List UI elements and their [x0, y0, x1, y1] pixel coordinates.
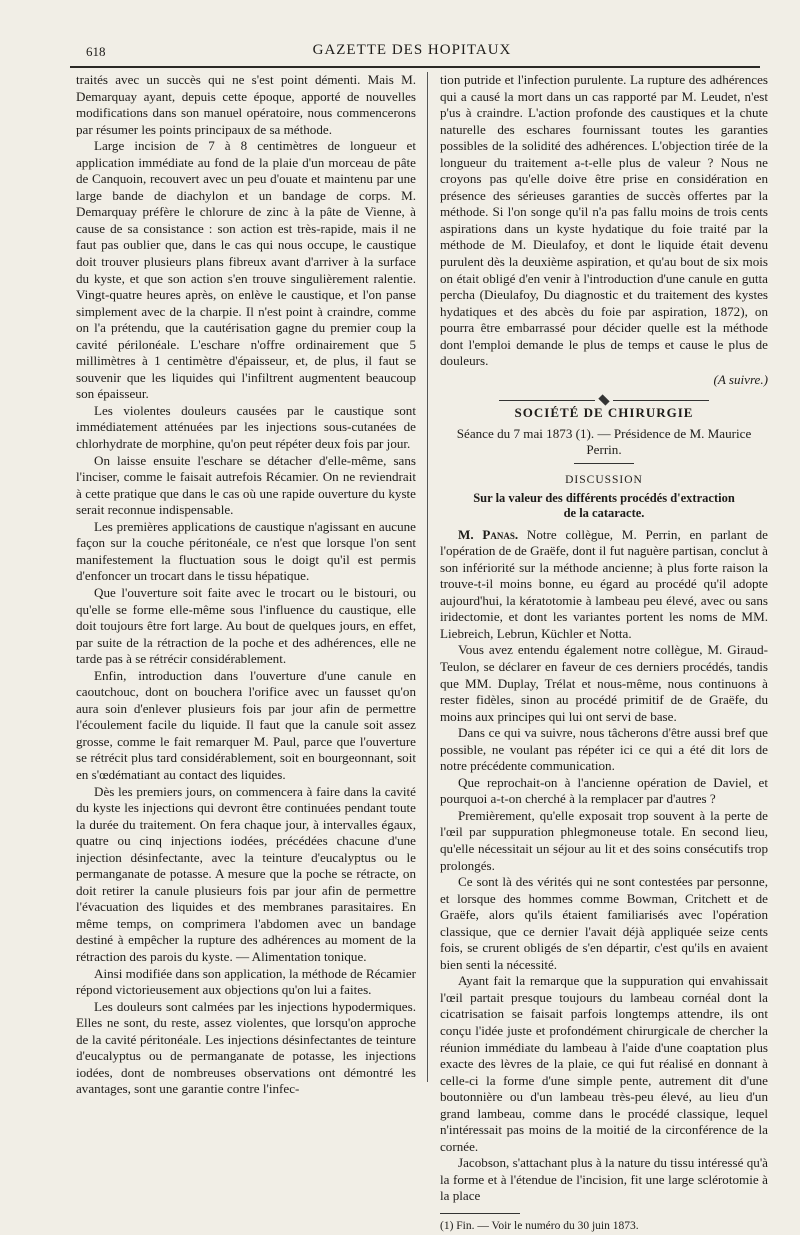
- paragraph: tion putride et l'infection purulente. La rupture des adhérences qui a causé la mort dans un cas rapporté par M. Leudet, n'est p'us à craindre. L'action profonde des caustiques et la chute naturelle des eschares fournissant toutes les garanties possibles de la solidité des adhérences. L'objection tirée de la longueur du traitement a-t-elle plus de valeur ? Nous ne croyons pas qu'elle doive être prise en considération en présence des sérieuses garanties de succès offertes par la méthode. Si l'on songe qu'il n'a pas fallu moins de trois cents aspirations dans un kyste hydatique du foie traité par la méthode de M. Dieulafoy, et dont le liquide était devenu purulent dès la deuxième aspiration, et qu'au bout de six mois on était obligé d'en venir à l'introduction d'une canule en gutta percha (Dieulafoy, Du diagnostic et du traitement des kystes hydatiques et des abcès du foie par aspiration, 1872), on pourra être embarrassé pour décider quelle est la méthode dont l'emploi demande le plus de temps et cause le plus de douleurs.: [440, 72, 768, 369]
- paragraph: Ainsi modifiée dans son application, la méthode de Récamier répond victorieusement aux objections qu'on lui a faites.: [76, 965, 416, 998]
- paragraph: Dès les premiers jours, on commencera à faire dans la cavité du kyste les injections qui devront être continuées pendant toute la durée du traitement. On fera chaque jour, à intervalles égaux, quatre ou cinq injections iodées, précédées chacune d'une injection désinfectante, avec la teinture d'eucalyptus ou le permanganate de potasse. A mesure que la poche se rétracte, on doit retirer la canule plusieurs fois par jour afin de permettre l'évacuation des liquides et des membranes parasitaires. En même temps, on comprimera l'abdomen avec un bandage destiné à empêcher la rupture des adhérences au moment de la rétraction des parois du kyste. — Alimentation tonique.: [76, 783, 416, 964]
- a-suivre: (A suivre.): [713, 371, 768, 387]
- page-number: 618: [86, 44, 106, 59]
- column-divider: [427, 72, 428, 1082]
- paragraph: Ayant fait la remarque que la suppuration qui envahissait l'œil partait presque toujours du lambeau cornéal dont la cicatrisation se faisait parfois longtemps attendre, ils ont conçu l'idée juste et profondément chirurgicale de chercher la réunion immédiate du lambeau à l'aide d'une coaptation plus exacte des lèvres de la plaie, ce qui fut réalisé en donnant à celle-ci la forme d'une simple pente, autrement dit d'une boutonnière ou d'un lambeau très-peu élevé, au lieu d'un grand lambeau, comme dans le procédé classique, lequel n'intéressait pas moins de la moitié de la circonférence de la cornée.: [440, 973, 768, 1154]
- seance-line: Séance du 7 mai 1873 (1). — Présidence de M. Maurice Perrin.: [456, 425, 752, 458]
- footnote: (1) Fin. — Voir le numéro du 30 juin 1873.: [440, 1220, 639, 1232]
- section-title: SOCIÉTÉ DE CHIRURGIE: [514, 405, 694, 421]
- paragraph: Notre collègue, M. Perrin, en parlant de l'opération de de Graëfe, dont il fut naguère partisan, conclut à son infériorité sur la méthode ancienne; à plus forte raison la trouve-t-il moins bonne, eu égard au procédé qu'il adopte aujourd'hui, la kératotomie à lambeau peu élevé, avec ou sans iridectomie, et dont les variantes portent les noms de MM. Liebreich, Lebrun, Küchler et Notta.: [440, 526, 768, 641]
- header-rule: [70, 66, 760, 68]
- paragraph: Dans ce qui va suivre, nous tâcherons d'être aussi bref que possible, ne voulant pas répéter ici ce qui a été dit lors de notre précédente communication.: [440, 725, 768, 774]
- subject-line: de la cataracte.: [563, 505, 645, 520]
- paragraph: Large incision de 7 à 8 centimètres de longueur et application immédiate au fond de la plaie d'un morceau de pâte de Canquoin, recouvert avec un peu d'ouate et maintenu par une large bande de diachylon et un bandage de corps. M. Demarquay préfère le chlorure de zinc à la pâte de Vienne, à cause de sa consistance : son action est très-rapide, mais il ne faut pas oublier que, dans le cas qui nous occupe, le caustique doit trouver plusieurs plans fibreux avant d'arriver à la surface du kyste, et que son action s'en trouve singulièrement ralentie. Vingt-quatre heures après, on enlève le caustique, et l'on panse simplement avec de la charpie. Il n'est point à craindre, comme on l'a prétendu, que la cautérisation gagne du premier coup la cavité périlonéale. L'eschare n'offre ordinairement que 5 millimètres à 1 centimètre d'épaisseur, et, de plus, il faut se souvenir que les liquides qui l'infiltrent augmentent beaucoup son épaisseur.: [76, 138, 416, 402]
- paragraph: Les violentes douleurs causées par le caustique sont immédiatement atténuées par les injections sous-cutanées de chlorhydrate de morphine, qu'on peut répéter deux fois par jour.: [76, 402, 416, 452]
- paragraph: Les premières applications de caustique n'agissant en aucune façon sur la couche péritonéale, ce n'est que lorsque l'on sent manifestement la fluctuation sous le doigt qu'il est permis d'enfoncer un trocart dans le tissu hépatique.: [76, 518, 416, 584]
- paragraph: Les douleurs sont calmées par les injections hypodermiques. Elles ne sont, du reste, assez violentes, que lorsqu'on approche de la cavité péritonéale. Les injections désinfectantes de teinture d'eucalyptus ou de permanganate de potasse, les injections iodées, dont de nombreuses observations ont démontré les avantages, sont une garantie contre l'infec-: [76, 998, 416, 1097]
- short-rule: [574, 463, 634, 464]
- discussion-subject: [440, 491, 768, 521]
- footnote-rule: [440, 1213, 520, 1214]
- ornament-divider: [440, 391, 768, 399]
- right-column: [440, 72, 768, 1235]
- speaker-name: M. Panas.: [458, 526, 519, 542]
- left-column: [76, 72, 416, 1098]
- discussion-label: DISCUSSION: [565, 474, 643, 487]
- paragraph: Vous avez entendu également notre collègue, M. Giraud-Teulon, se déclarer en faveur de ces derniers procédés, tandis que MM. Duplay, Trélat et nous-même, nous continuons à rester fidèles, sinon au procédé primitif de de Graëfe, du moins aux principes qui lui ont servi de base.: [440, 642, 768, 724]
- paragraph: Que reprochait-on à l'ancienne opération de Daviel, et pourquoi a-t-on cherché à la remplacer par d'autres ?: [440, 774, 768, 807]
- paragraph: Premièrement, qu'elle exposait trop souvent à la perte de l'œil par suppuration phlegmoneuse totale. En second lieu, qu'elle nécessitait un séjour au lit et des soins consécutifs trop prolongés.: [440, 807, 768, 873]
- paragraph: Jacobson, s'attachant plus à la nature du tissu intéressé qu'à la forme et à l'étendue de l'incision, fit une large sclérotomie à la place: [440, 1155, 768, 1204]
- paragraph: Que l'ouverture soit faite avec le trocart ou le bistouri, ou qu'elle se forme elle-même sous l'influence du caustique, elle doit toujours être fort large. Au bout de quelques jours, en effet, par suite de la rétraction de la poche et des adhérences, elle ne tarde pas à se rétrécir considérablement.: [76, 584, 416, 667]
- paragraph: Enfin, introduction dans l'ouverture d'une canule en caoutchouc, dont on bouchera l'orifice avec un fausset qu'on aura soin d'enlever plusieurs fois par jour afin de permettre l'écoulement facile du liquide. Il faut que la canule soit assez grosse, comme le fait remarquer M. Paul, parce que l'ouverture se rétrécit plus tard considérablement, soit en bourgeonnant, soit en s'œdématiant au contact des liquides.: [76, 667, 416, 782]
- subject-line: Sur la valeur des différents procédés d'extraction: [473, 490, 735, 505]
- paragraph: traités avec un succès qui ne s'est point démenti. Mais M. Demarquay ayant, depuis cette époque, apporté de nouvelles modifications dans son manuel opératoire, nous commencerons par résumer les points principaux de sa méthode.: [76, 72, 416, 137]
- journal-title: GAZETTE DES HOPITAUX: [312, 42, 512, 58]
- paragraph: On laisse ensuite l'eschare se détacher d'elle-même, sans l'inciser, comme le faisait autrefois Récamier. On ne reviendrait à cette pratique que dans le cas où une rapide ouverture du kyste serait reconnue indispensable.: [76, 452, 416, 518]
- page-header: [62, 42, 762, 64]
- paragraph: Ce sont là des vérités qui ne sont contestées par personne, et lorsque des hommes comme Bowman, Critchett et de Graëfe, alors qu'ils étaient familiarisés avec l'opération classique, que ce dernier l'avait déjà appliquée seize cents fois, se crurent obligés de s'en départir, c'est qu'ils en avaient bien senti la nécessité.: [440, 874, 768, 972]
